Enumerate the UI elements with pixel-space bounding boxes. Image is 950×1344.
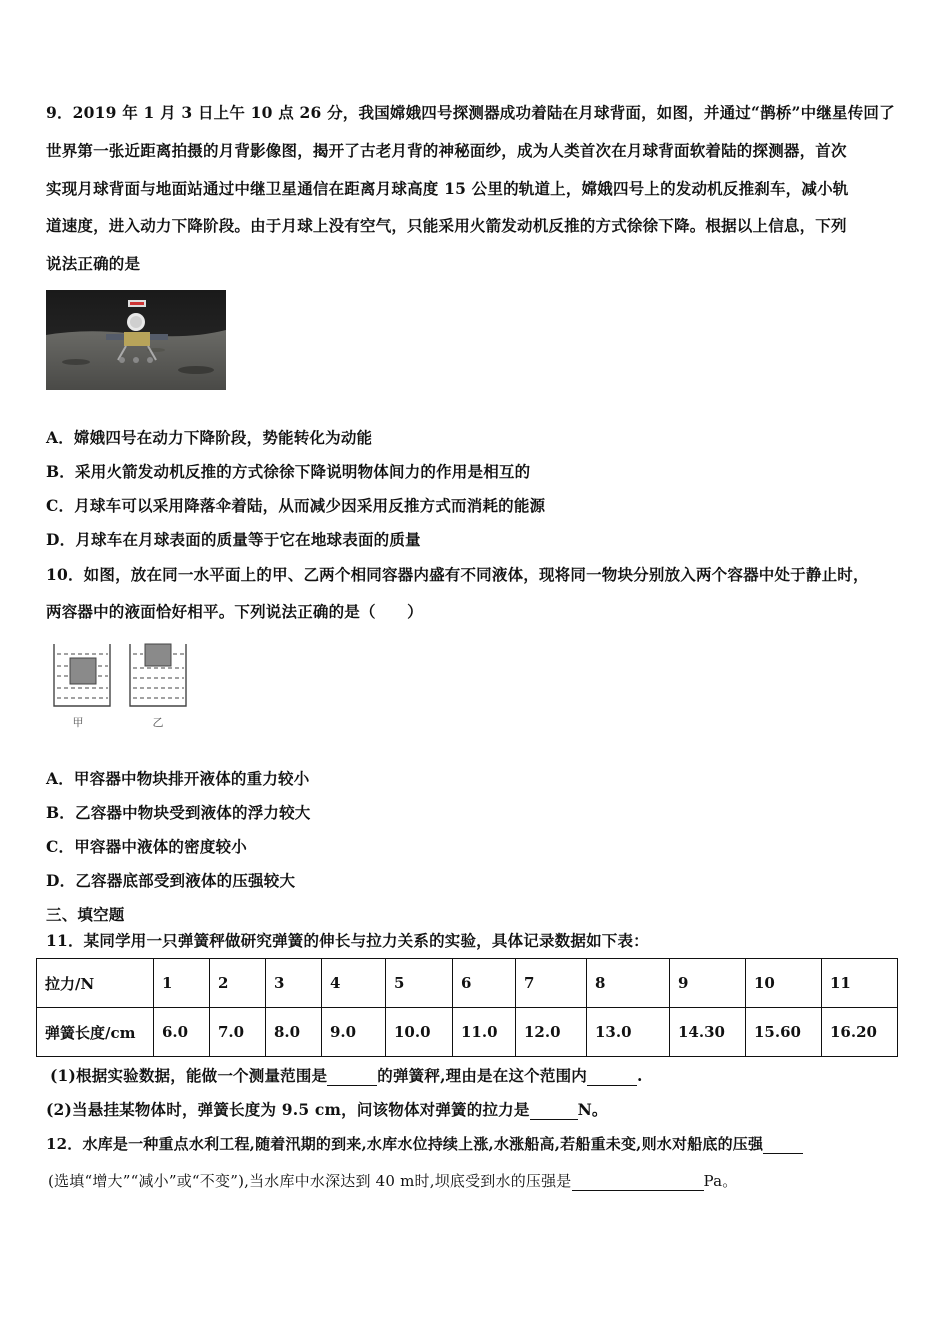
q10-option-a: A．甲容器中物块排开液体的重力较小 — [46, 769, 310, 788]
table-cell: 10 — [746, 959, 822, 1008]
q12-text-2a: (选填“增大”“减小”或“不变”),当水库中水深达到 40 m时,坝底受到水的压强是 — [48, 1172, 572, 1190]
table-cell: 4 — [322, 959, 386, 1008]
q9-line-5: 说法正确的是 — [46, 254, 141, 273]
q9-option-a: A．嫦娥四号在动力下降阶段，势能转化为动能 — [46, 428, 373, 447]
q11-intro: 11．某同学用一只弹簧秤做研究弹簧的伸长与拉力关系的实验，具体记录数据如下表： — [46, 931, 649, 950]
table-cell: 7.0 — [210, 1008, 266, 1057]
spring-data-table — [36, 958, 898, 1057]
table-cell: 1 — [154, 959, 210, 1008]
answer-blank[interactable] — [587, 1066, 637, 1086]
q11-sub1-text-a: (1)根据实验数据，能做一个测量范围是 — [50, 1066, 328, 1085]
q10-line-1: 10．如图，放在同一水平面上的甲、乙两个相同容器内盛有不同液体，现将同一物块分别放入两个容器中处于静止时， — [46, 565, 869, 584]
table-header-force: 拉力/N — [37, 959, 154, 1008]
q11-sub1-text-b: 的弹簧秤,理由是在这个范围内 — [377, 1066, 587, 1085]
table-cell: 3 — [266, 959, 322, 1008]
table-cell: 9.0 — [322, 1008, 386, 1057]
answer-blank[interactable] — [763, 1135, 803, 1154]
moon-lander-photo — [46, 290, 226, 390]
table-cell: 11 — [822, 959, 898, 1008]
table-cell: 2 — [210, 959, 266, 1008]
q12-text-2b: Pa。 — [703, 1172, 738, 1190]
q9-option-d: D．月球车在月球表面的质量等于它在地球表面的质量 — [46, 530, 421, 549]
q9-line-3: 实现月球背面与地面站通过中继卫星通信在距离月球高度 15 公里的轨道上，嫦娥四号上的发动机反推刹车，减小轨 — [46, 179, 849, 198]
q10-option-b: B．乙容器中物块受到液体的浮力较大 — [46, 803, 311, 822]
q10-option-d: D．乙容器底部受到液体的压强较大 — [46, 871, 296, 890]
q11-sub1-text-c: . — [636, 1066, 643, 1085]
table-row-length — [37, 1008, 898, 1057]
answer-blank[interactable] — [327, 1066, 377, 1086]
table-cell: 16.20 — [822, 1008, 898, 1057]
table-cell: 5 — [386, 959, 453, 1008]
q9-line-1: 9．2019 年 1 月 3 日上午 10 点 26 分，我国嫦娥四号探测器成功着陆在月球背面，如图，并通过“鹊桥”中继星传回了 — [46, 103, 895, 122]
containers-figure — [48, 640, 193, 732]
q11-sub2-text-a: (2)当悬挂某物体时，弹簧长度为 9.5 cm，问该物体对弹簧的拉力是 — [46, 1100, 530, 1119]
table-cell: 15.60 — [746, 1008, 822, 1057]
table-cell: 7 — [516, 959, 587, 1008]
table-cell: 13.0 — [587, 1008, 670, 1057]
table-cell: 12.0 — [516, 1008, 587, 1057]
q12-line-2 — [48, 1170, 737, 1191]
q11-sub2 — [46, 1098, 608, 1120]
table-cell: 6.0 — [154, 1008, 210, 1057]
table-cell: 8 — [587, 959, 670, 1008]
label-yi: 乙 — [152, 716, 164, 729]
q9-line-2: 世界第一张近距离拍摄的月背影像图，揭开了古老月背的神秘面纱，成为人类首次在月球背面软着陆的探测器，首次 — [46, 141, 847, 160]
q11-sub2-text-b: N。 — [577, 1100, 608, 1119]
table-row-force — [37, 959, 898, 1008]
answer-blank[interactable] — [530, 1100, 578, 1120]
label-jia: 甲 — [72, 716, 84, 729]
section-title: 三、填空题 — [46, 905, 125, 924]
table-cell: 11.0 — [453, 1008, 516, 1057]
q10-option-c: C．甲容器中液体的密度较小 — [46, 837, 247, 856]
table-header-length: 弹簧长度/cm — [37, 1008, 154, 1057]
q9-line-4: 道速度，进入动力下降阶段。由于月球上没有空气，只能采用火箭发动机反推的方式徐徐下降。根据以上信息，下列 — [46, 216, 847, 235]
q9-option-c: C．月球车可以采用降落伞着陆，从而减少因采用反推方式而消耗的能源 — [46, 496, 546, 515]
answer-blank[interactable] — [572, 1172, 704, 1191]
q11-sub1 — [50, 1064, 643, 1086]
table-cell: 8.0 — [266, 1008, 322, 1057]
q10-line-2: 两容器中的液面恰好相平。下列说法正确的是（ ） — [46, 602, 423, 621]
table-cell: 10.0 — [386, 1008, 453, 1057]
table-cell: 9 — [670, 959, 746, 1008]
q12-line-1 — [46, 1133, 803, 1154]
table-cell: 14.30 — [670, 1008, 746, 1057]
q12-text-1: 12．水库是一种重点水利工程,随着汛期的到来,水库水位持续上涨,水涨船高,若船重未变,则水对船底的压强 — [46, 1135, 764, 1153]
table-cell: 6 — [453, 959, 516, 1008]
q9-option-b: B．采用火箭发动机反推的方式徐徐下降说明物体间力的作用是相互的 — [46, 462, 531, 481]
